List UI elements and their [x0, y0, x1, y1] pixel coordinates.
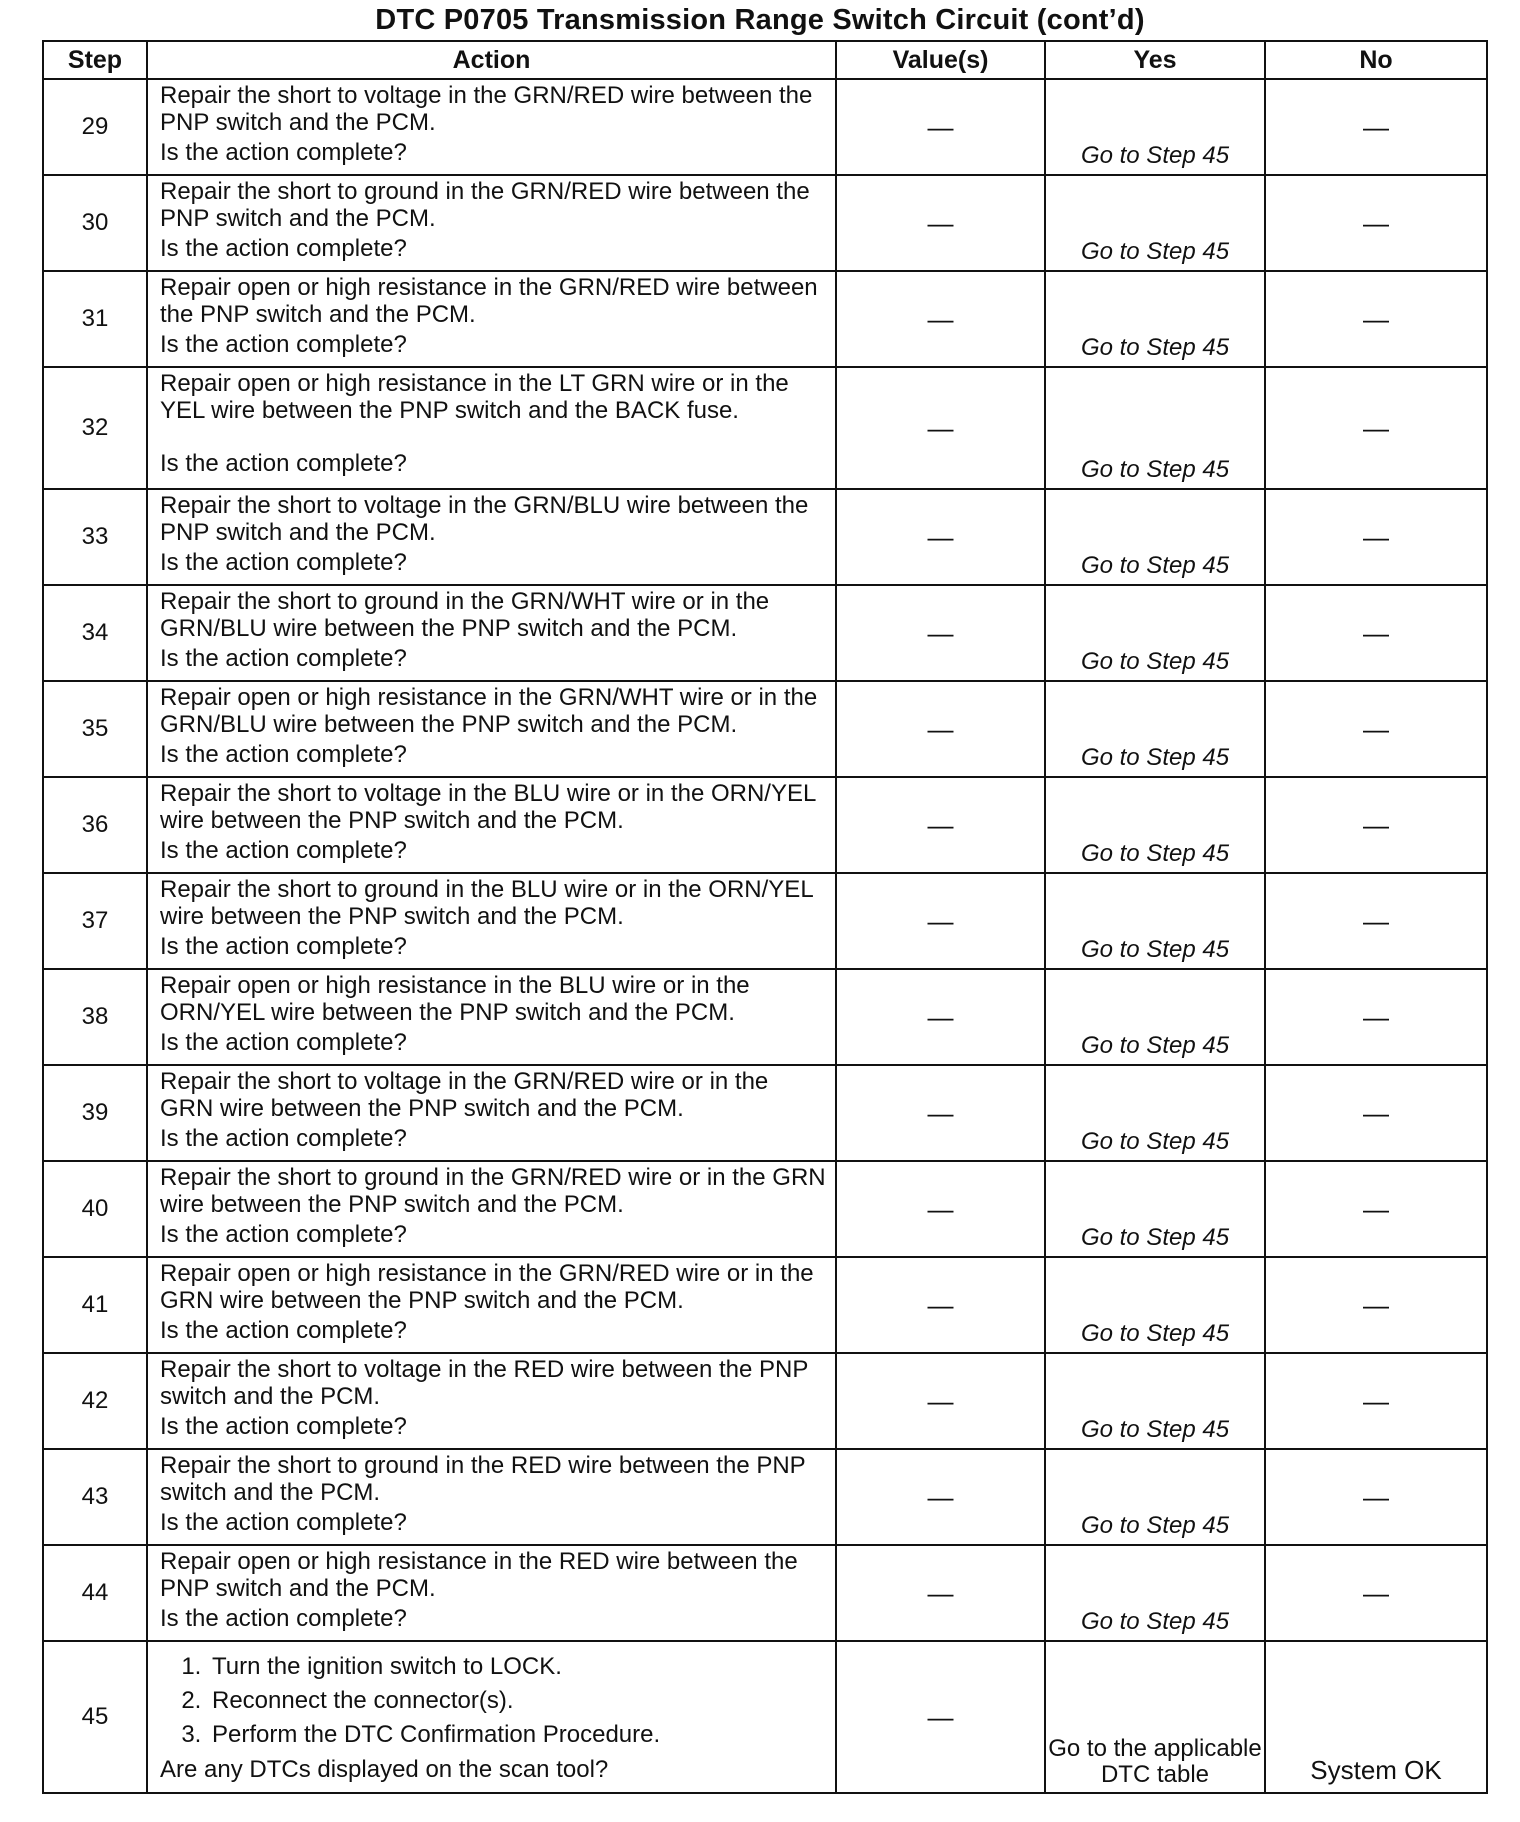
table-row	[43, 1353, 1487, 1449]
action-question: Is the action complete?	[160, 139, 407, 166]
value-cell: —	[836, 1257, 1045, 1353]
action-cell	[147, 1641, 836, 1793]
header-no: No	[1265, 41, 1487, 79]
table-row	[43, 777, 1487, 873]
step-number: 30	[43, 175, 147, 271]
value-cell: —	[836, 175, 1045, 271]
table-row-final	[43, 1641, 1487, 1793]
step-number: 36	[43, 777, 147, 873]
action-cell	[147, 175, 836, 271]
yes-cell: Go to Step 45	[1045, 1545, 1265, 1641]
value-cell: —	[836, 1161, 1045, 1257]
value-cell: —	[836, 1353, 1045, 1449]
step-number: 32	[43, 367, 147, 489]
step-number: 35	[43, 681, 147, 777]
header-step: Step	[43, 41, 147, 79]
action-question: Is the action complete?	[160, 933, 407, 960]
no-cell: —	[1265, 969, 1487, 1065]
yes-cell: Go to Step 45	[1045, 585, 1265, 681]
action-question: Is the action complete?	[160, 1221, 407, 1248]
action-text: Repair the short to voltage in the RED wire between the PNP switch and the PCM.	[160, 1356, 808, 1410]
no-cell: —	[1265, 1257, 1487, 1353]
action-cell	[147, 969, 836, 1065]
table-row	[43, 1257, 1487, 1353]
action-question: Is the action complete?	[160, 1413, 407, 1440]
table-row	[43, 1161, 1487, 1257]
action-text: Repair open or high resistance in the LT GRN wire or in the YEL wire between the PNP switch and the BACK fuse.	[160, 370, 789, 424]
value-cell: —	[836, 1545, 1045, 1641]
action-text: Repair the short to ground in the GRN/WHT wire or in the GRN/BLU wire between the PNP switch and the PCM.	[160, 588, 770, 642]
step-number: 34	[43, 585, 147, 681]
table-row	[43, 175, 1487, 271]
yes-cell: Go to Step 45	[1045, 873, 1265, 969]
substep-item: 1. Turn the ignition switch to LOCK.	[208, 1650, 827, 1684]
action-question: Is the action complete?	[160, 645, 407, 672]
step-number: 31	[43, 271, 147, 367]
step-number: 29	[43, 79, 147, 175]
action-text: Repair the short to ground in the RED wire between the PNP switch and the PCM.	[160, 1452, 806, 1506]
no-cell: —	[1265, 1353, 1487, 1449]
action-question: Are any DTCs displayed on the scan tool?	[160, 1756, 609, 1783]
page-title: DTC P0705 Transmission Range Switch Circuit (cont’d)	[375, 4, 1145, 36]
table-row	[43, 1449, 1487, 1545]
action-cell	[147, 79, 836, 175]
no-cell: —	[1265, 777, 1487, 873]
action-text: Repair the short to voltage in the GRN/RED wire between the PNP switch and the PCM.	[160, 82, 813, 136]
action-text: Repair open or high resistance in the GRN/RED wire or in the GRN wire between the PNP switch and the PCM.	[160, 1260, 814, 1314]
action-text: Repair open or high resistance in the RED wire between the PNP switch and the PCM.	[160, 1548, 798, 1602]
value-cell: —	[836, 489, 1045, 585]
header-value: Value(s)	[836, 41, 1045, 79]
yes-cell: Go to Step 45	[1045, 1257, 1265, 1353]
action-text: Repair the short to ground in the BLU wire or in the ORN/YEL wire between the PNP switch and the PCM.	[160, 876, 813, 930]
yes-cell: Go to Step 45	[1045, 1353, 1265, 1449]
action-text: Repair the short to voltage in the GRN/BLU wire between the PNP switch and the PCM.	[160, 492, 809, 546]
action-text: Repair open or high resistance in the BLU wire or in the ORN/YEL wire between the PNP switch and the PCM.	[160, 972, 750, 1026]
table-header-row	[43, 41, 1487, 79]
no-cell: —	[1265, 367, 1487, 489]
step-number: 43	[43, 1449, 147, 1545]
value-cell: —	[836, 585, 1045, 681]
action-question: Is the action complete?	[160, 1605, 407, 1632]
action-cell	[147, 367, 836, 489]
action-question: Is the action complete?	[160, 837, 407, 864]
action-text: Repair the short to voltage in the GRN/RED wire or in the GRN wire between the PNP switch and the PCM.	[160, 1068, 769, 1122]
yes-cell: Go to Step 45	[1045, 969, 1265, 1065]
table-row	[43, 585, 1487, 681]
header-yes: Yes	[1045, 41, 1265, 79]
action-cell	[147, 1545, 836, 1641]
no-cell: —	[1265, 873, 1487, 969]
value-cell: —	[836, 1449, 1045, 1545]
table-row	[43, 367, 1487, 489]
substep-item: 3. Perform the DTC Confirmation Procedure.	[208, 1718, 827, 1752]
value-cell: —	[836, 681, 1045, 777]
action-cell	[147, 585, 836, 681]
yes-cell: Go to Step 45	[1045, 79, 1265, 175]
header-action: Action	[147, 41, 836, 79]
action-cell	[147, 681, 836, 777]
action-cell	[147, 777, 836, 873]
table-row	[43, 1545, 1487, 1641]
value-cell: —	[836, 777, 1045, 873]
yes-cell: Go to Step 45	[1045, 271, 1265, 367]
step-number: 42	[43, 1353, 147, 1449]
table-row	[43, 79, 1487, 175]
no-cell: —	[1265, 585, 1487, 681]
table-row	[43, 489, 1487, 585]
action-cell	[147, 1353, 836, 1449]
no-cell: —	[1265, 1449, 1487, 1545]
step-number: 40	[43, 1161, 147, 1257]
no-cell: —	[1265, 79, 1487, 175]
table-row	[43, 873, 1487, 969]
action-text: Repair open or high resistance in the GRN/RED wire between the PNP switch and the PCM.	[160, 274, 818, 328]
step-number: 37	[43, 873, 147, 969]
yes-cell: Go to Step 45	[1045, 1161, 1265, 1257]
no-cell: —	[1265, 1545, 1487, 1641]
no-cell: System OK	[1265, 1641, 1487, 1793]
action-question: Is the action complete?	[160, 235, 407, 262]
table-row	[43, 969, 1487, 1065]
table-row	[43, 271, 1487, 367]
action-question: Is the action complete?	[160, 1509, 407, 1536]
yes-cell: Go to Step 45	[1045, 489, 1265, 585]
step-number: 38	[43, 969, 147, 1065]
action-cell	[147, 873, 836, 969]
action-question: Is the action complete?	[160, 450, 407, 477]
value-cell: —	[836, 969, 1045, 1065]
no-cell: —	[1265, 271, 1487, 367]
no-cell: —	[1265, 1161, 1487, 1257]
yes-cell: Go to Step 45	[1045, 777, 1265, 873]
action-question: Is the action complete?	[160, 1029, 407, 1056]
action-cell	[147, 1449, 836, 1545]
value-cell: —	[836, 873, 1045, 969]
yes-cell: Go to Step 45	[1045, 175, 1265, 271]
action-question: Is the action complete?	[160, 1317, 407, 1344]
action-text: Repair open or high resistance in the GRN/WHT wire or in the GRN/BLU wire between the PNP switch and the PCM.	[160, 684, 818, 738]
action-question: Is the action complete?	[160, 741, 407, 768]
step-number: 33	[43, 489, 147, 585]
substep-list	[160, 1650, 827, 1752]
step-number: 39	[43, 1065, 147, 1161]
value-cell: —	[836, 1641, 1045, 1793]
action-text: Repair the short to voltage in the BLU wire or in the ORN/YEL wire between the PNP switch and the PCM.	[160, 780, 816, 834]
yes-cell: Go to Step 45	[1045, 367, 1265, 489]
step-number: 41	[43, 1257, 147, 1353]
yes-cell: Go to the applicable DTC table	[1045, 1641, 1265, 1793]
yes-cell: Go to Step 45	[1045, 1449, 1265, 1545]
no-cell: —	[1265, 175, 1487, 271]
table-row	[43, 1065, 1487, 1161]
step-number: 45	[43, 1641, 147, 1793]
action-cell	[147, 1161, 836, 1257]
action-question: Is the action complete?	[160, 549, 407, 576]
action-question: Is the action complete?	[160, 331, 407, 358]
value-cell: —	[836, 1065, 1045, 1161]
yes-cell: Go to Step 45	[1045, 1065, 1265, 1161]
action-cell	[147, 489, 836, 585]
substep-item: 2. Reconnect the connector(s).	[208, 1684, 827, 1718]
value-cell: —	[836, 367, 1045, 489]
action-cell	[147, 271, 836, 367]
action-cell	[147, 1065, 836, 1161]
action-cell	[147, 1257, 836, 1353]
no-cell: —	[1265, 489, 1487, 585]
table-row	[43, 681, 1487, 777]
step-number: 44	[43, 1545, 147, 1641]
no-cell: —	[1265, 1065, 1487, 1161]
value-cell: —	[836, 271, 1045, 367]
value-cell: —	[836, 79, 1045, 175]
action-text: Repair the short to ground in the GRN/RED wire or in the GRN wire between the PNP switch and the PCM.	[160, 1164, 826, 1218]
diagnostic-table	[42, 40, 1488, 1794]
action-text: Repair the short to ground in the GRN/RED wire between the PNP switch and the PCM.	[160, 178, 810, 232]
no-cell: —	[1265, 681, 1487, 777]
yes-cell: Go to Step 45	[1045, 681, 1265, 777]
action-question: Is the action complete?	[160, 1125, 407, 1152]
